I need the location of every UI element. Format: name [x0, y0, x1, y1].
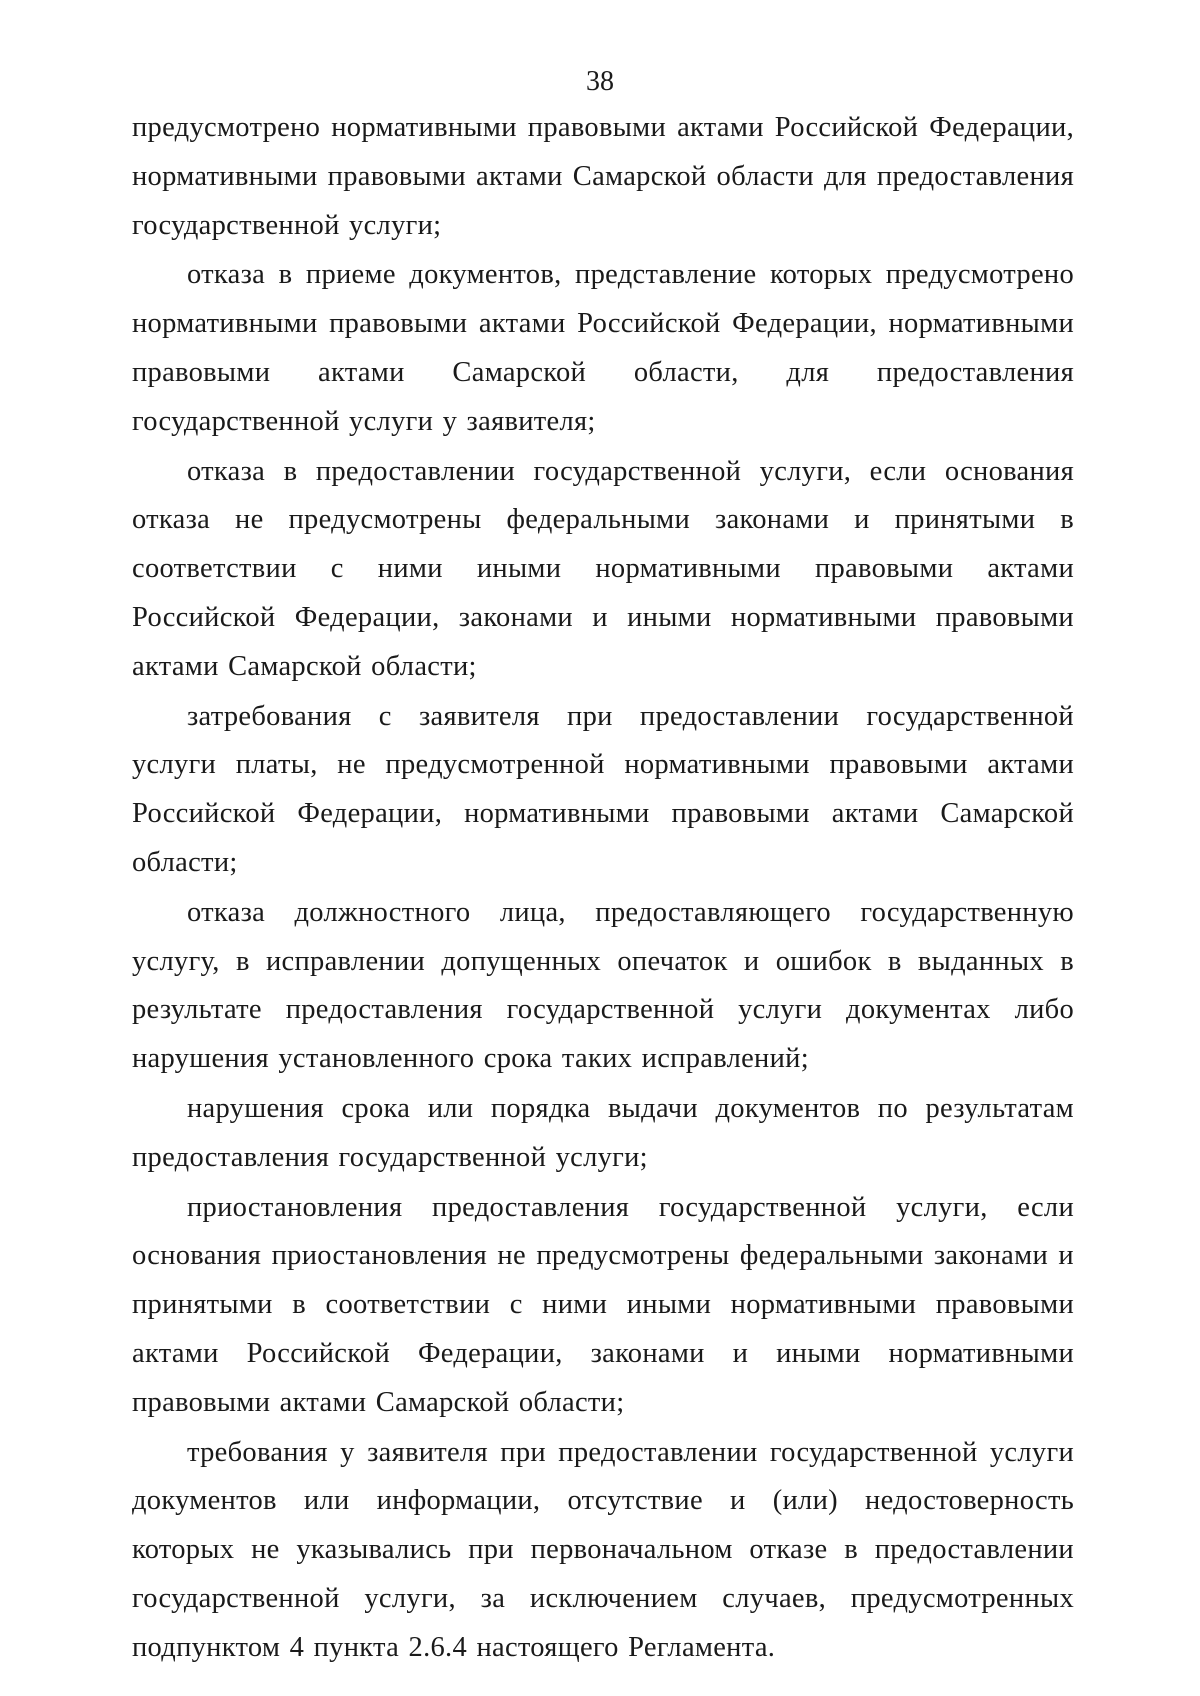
document-body [132, 104, 1074, 1674]
paragraph-suspension: приостановления предоставления государственной услуги, если основания приостановления не предусмотрены федеральными законами и принятыми в соответствии с ними иными нормативными правовыми актами Российской Федерации, законами и иными нормативными правовыми актами Самарской области; [132, 1191, 1074, 1418]
paragraph-continuation: предусмотрено нормативными правовыми актами Российской Федерации, нормативными правовыми актами Самарской области для предоставления государственной услуги; [132, 112, 1074, 241]
page-number: 38 [586, 66, 614, 97]
paragraph-document-demand: требования у заявителя при предоставлении государственной услуги документов или информации, отсутствие и (или) недостоверность которых не указывались при первоначальном отказе в предоставлении государственной услуги, за исключением случаев, предусмотренных подпунктом 4 пункта 2.6.4 настоящего Регламента. [132, 1436, 1074, 1663]
paragraph-fee-demand: затребования с заявителя при предоставлении государственной услуги платы, не предусмотренной нормативными правовыми актами Российской Федерации, нормативными правовыми актами Самарской области; [132, 700, 1074, 878]
paragraph-issue-violation: нарушения срока или порядка выдачи документов по результатам предоставления государственной услуги; [132, 1092, 1074, 1173]
paragraph-refusal-service: отказа в предоставлении государственной услуги, если основания отказа не предусмотрены федеральными законами и принятыми в соответствии с ними иными нормативными правовыми актами Российской Федерации, законами и иными нормативными правовыми актами Самарской области; [132, 455, 1074, 682]
paragraph-refusal-documents: отказа в приеме документов, представление которых предусмотрено нормативными правовыми актами Российской Федерации, нормативными правовыми актами Самарской области, для предоставления государственной услуги у заявителя; [132, 259, 1074, 437]
paragraph-correction-refusal: отказа должностного лица, предоставляющего государственную услугу, в исправлении допущенных опечаток и ошибок в выданных в результате предоставления государственной услуги документах либо нарушения установленного срока таких исправлений; [132, 896, 1074, 1075]
